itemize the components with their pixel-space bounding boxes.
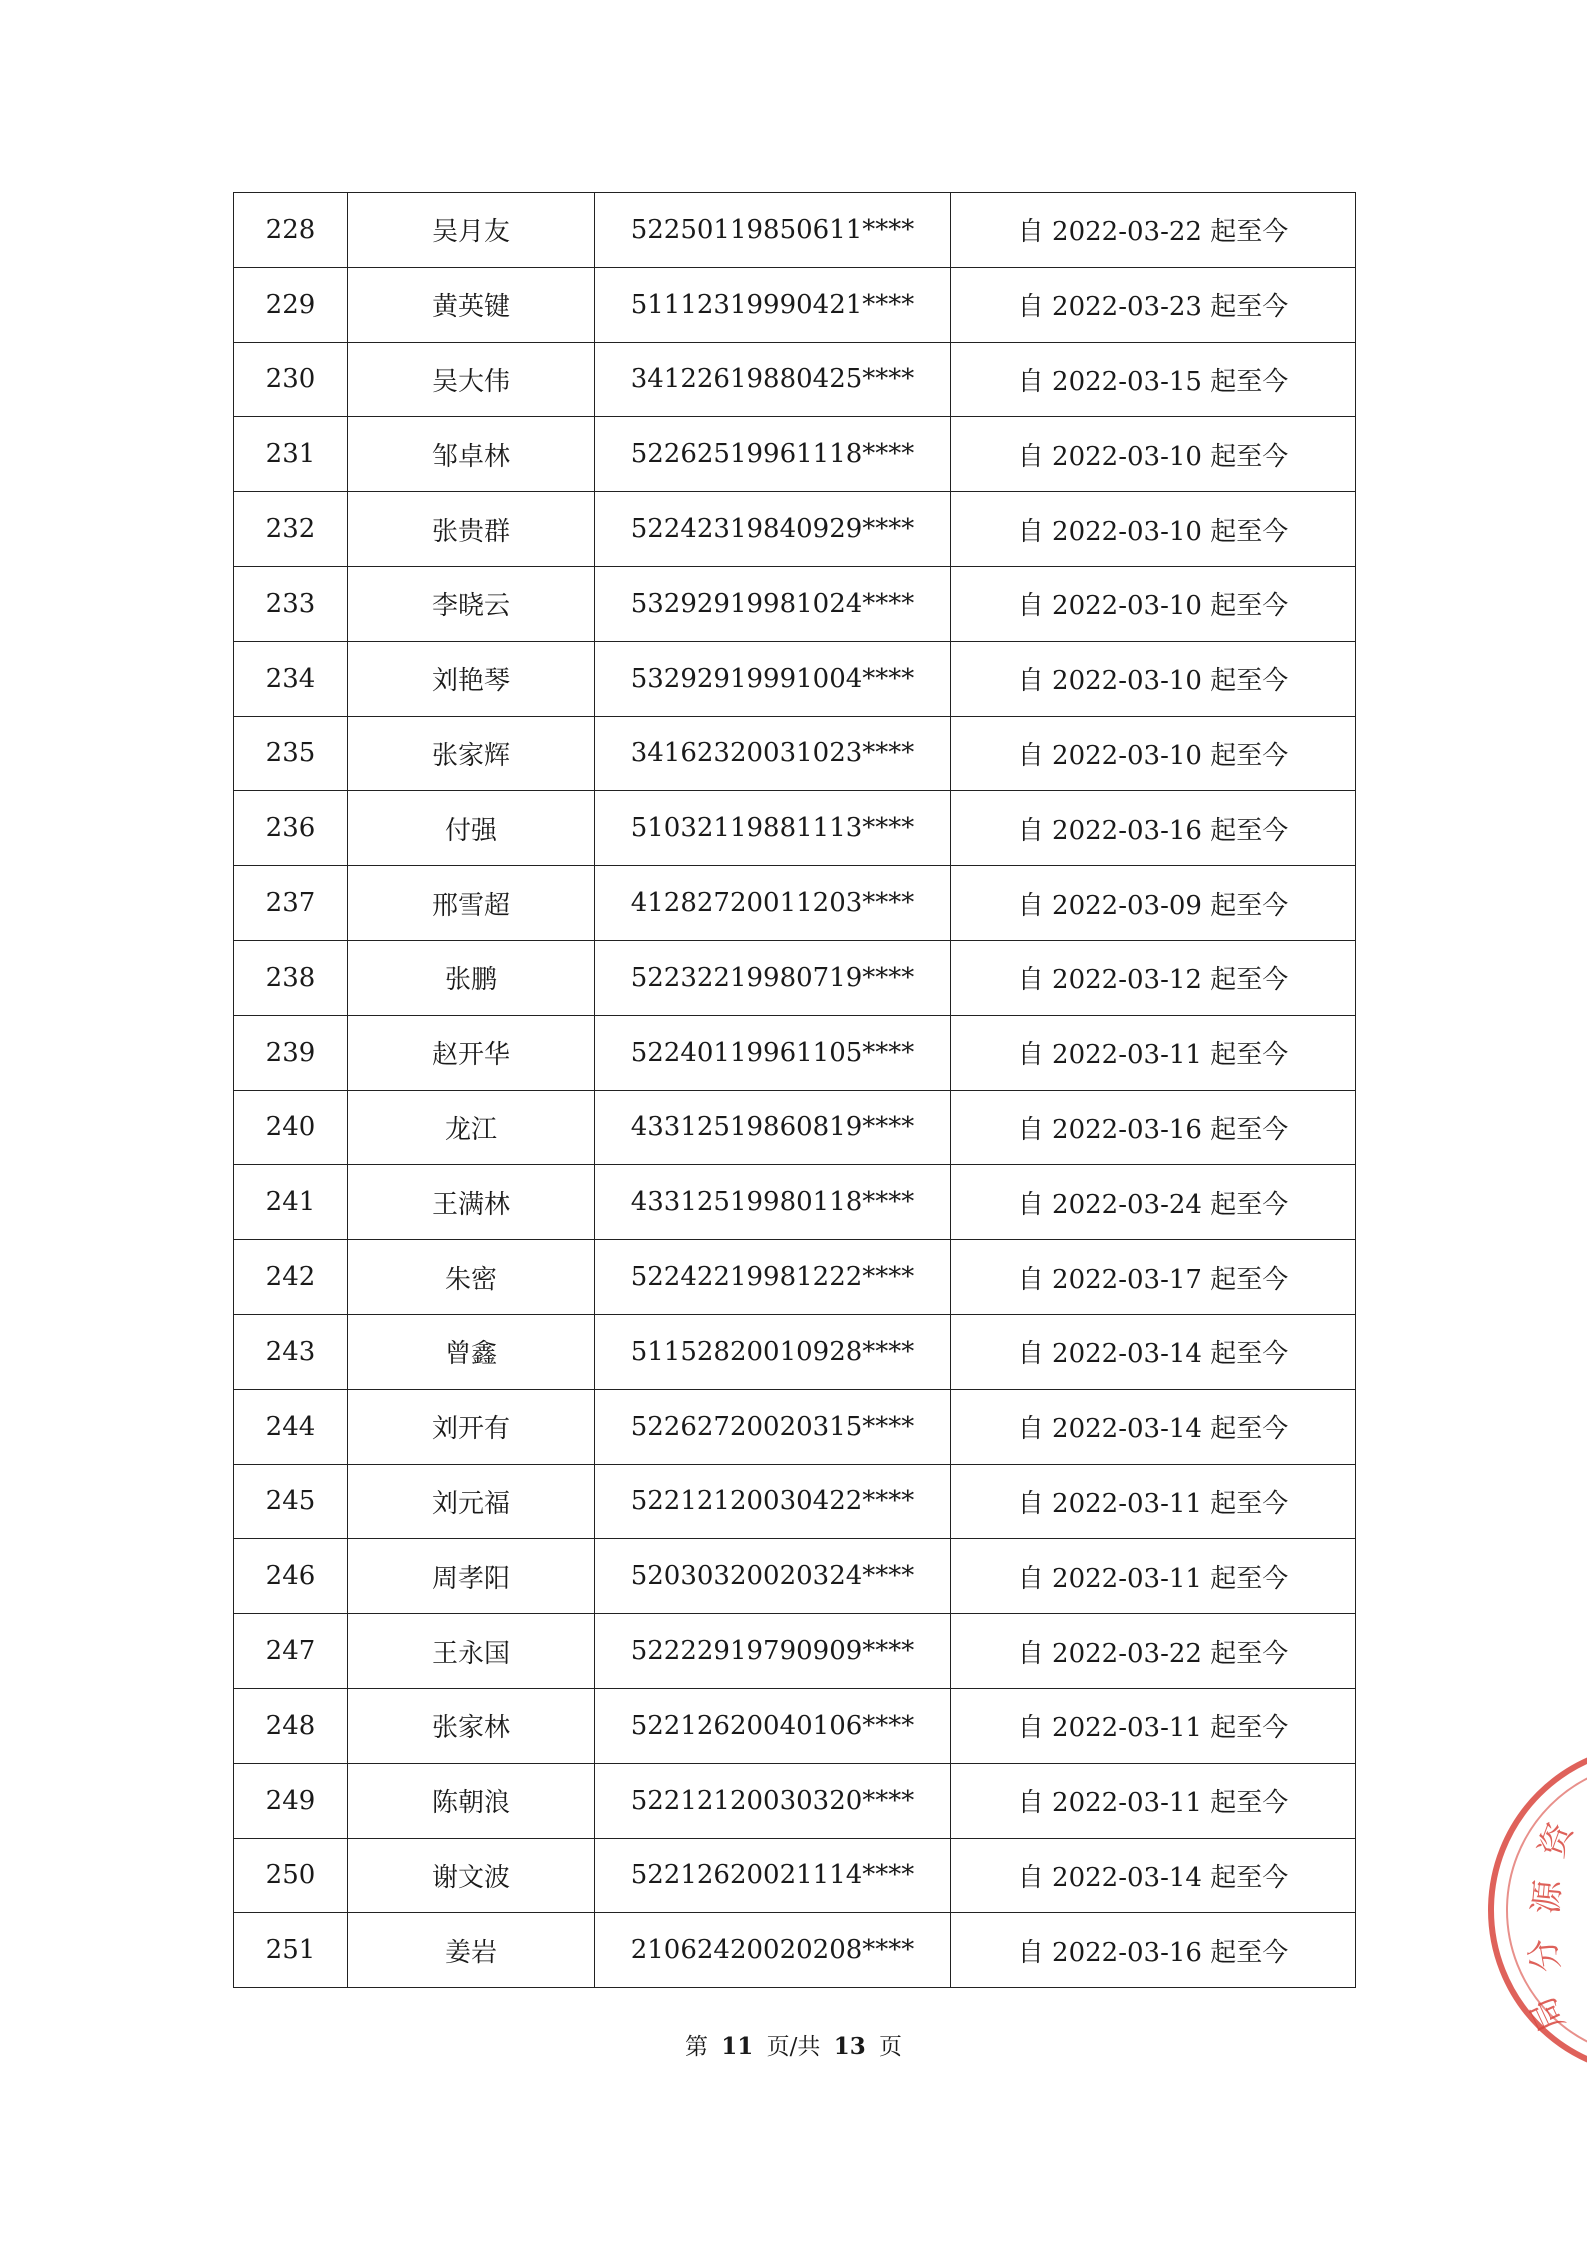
- footer-prefix: 第: [684, 2034, 708, 2060]
- name-cell: 张家辉: [348, 716, 595, 791]
- name-cell: 付强: [348, 791, 595, 866]
- table-row: [234, 1314, 1356, 1389]
- name-cell: 邹卓林: [348, 417, 595, 492]
- start-date-cell: 自 2022-03-10 起至今: [951, 641, 1356, 716]
- page-number-footer: [0, 2028, 1587, 2061]
- row-number-cell: 242: [234, 1240, 348, 1315]
- start-date-cell: 自 2022-03-09 起至今: [951, 866, 1356, 941]
- row-number-cell: 245: [234, 1464, 348, 1539]
- start-date-cell: 自 2022-03-12 起至今: [951, 940, 1356, 1015]
- current-page-number: 11: [721, 2033, 754, 2060]
- row-number-cell: 246: [234, 1539, 348, 1614]
- table-row: [234, 1614, 1356, 1689]
- start-date-cell: 自 2022-03-22 起至今: [951, 193, 1356, 268]
- official-seal-stamp: [1522, 1740, 1587, 2080]
- table-row: [234, 1539, 1356, 1614]
- svg-text:资: 资: [1531, 1817, 1582, 1864]
- table-row: [234, 417, 1356, 492]
- id-number-cell: 52212120030422****: [595, 1464, 951, 1539]
- row-number-cell: 231: [234, 417, 348, 492]
- start-date-cell: 自 2022-03-10 起至今: [951, 716, 1356, 791]
- row-number-cell: 234: [234, 641, 348, 716]
- table-row: [234, 1240, 1356, 1315]
- row-number-cell: 229: [234, 267, 348, 342]
- table-row: [234, 1090, 1356, 1165]
- id-number-cell: 51152820010928****: [595, 1314, 951, 1389]
- table-row: [234, 1763, 1356, 1838]
- id-number-cell: 52262720020315****: [595, 1389, 951, 1464]
- table-row: [234, 1015, 1356, 1090]
- table-row: [234, 1838, 1356, 1913]
- start-date-cell: 自 2022-03-10 起至今: [951, 492, 1356, 567]
- row-number-cell: 244: [234, 1389, 348, 1464]
- name-cell: 王永国: [348, 1614, 595, 1689]
- id-number-cell: 53292919991004****: [595, 641, 951, 716]
- name-cell: 赵开华: [348, 1015, 595, 1090]
- table-row: [234, 492, 1356, 567]
- name-cell: 谢文波: [348, 1838, 595, 1913]
- name-cell: 吴月友: [348, 193, 595, 268]
- name-cell: 陈朝浪: [348, 1763, 595, 1838]
- table-row: [234, 566, 1356, 641]
- id-number-cell: 43312519860819****: [595, 1090, 951, 1165]
- row-number-cell: 233: [234, 566, 348, 641]
- row-number-cell: 230: [234, 342, 348, 417]
- id-number-cell: 52222919790909****: [595, 1614, 951, 1689]
- svg-text:局: 局: [1522, 1990, 1574, 2039]
- id-number-cell: 34162320031023****: [595, 716, 951, 791]
- start-date-cell: 自 2022-03-16 起至今: [951, 1913, 1356, 1988]
- svg-text:分: 分: [1522, 1934, 1568, 1976]
- name-cell: 刘元福: [348, 1464, 595, 1539]
- name-cell: 张贵群: [348, 492, 595, 567]
- start-date-cell: 自 2022-03-11 起至今: [951, 1464, 1356, 1539]
- id-number-cell: 52250119850611****: [595, 193, 951, 268]
- start-date-cell: 自 2022-03-14 起至今: [951, 1314, 1356, 1389]
- row-number-cell: 247: [234, 1614, 348, 1689]
- row-number-cell: 232: [234, 492, 348, 567]
- start-date-cell: 自 2022-03-15 起至今: [951, 342, 1356, 417]
- name-cell: 刘开有: [348, 1389, 595, 1464]
- start-date-cell: 自 2022-03-16 起至今: [951, 1090, 1356, 1165]
- table-row: [234, 1165, 1356, 1240]
- start-date-cell: 自 2022-03-23 起至今: [951, 267, 1356, 342]
- table-row: [234, 1688, 1356, 1763]
- table-row: [234, 641, 1356, 716]
- id-number-cell: 52240119961105****: [595, 1015, 951, 1090]
- id-number-cell: 52242219981222****: [595, 1240, 951, 1315]
- name-cell: 周孝阳: [348, 1539, 595, 1614]
- row-number-cell: 250: [234, 1838, 348, 1913]
- table-row: [234, 791, 1356, 866]
- name-cell: 邢雪超: [348, 866, 595, 941]
- name-cell: 李晓云: [348, 566, 595, 641]
- row-number-cell: 249: [234, 1763, 348, 1838]
- name-cell: 张鹏: [348, 940, 595, 1015]
- row-number-cell: 239: [234, 1015, 348, 1090]
- start-date-cell: 自 2022-03-24 起至今: [951, 1165, 1356, 1240]
- id-number-cell: 41282720011203****: [595, 866, 951, 941]
- total-pages-number: 13: [833, 2033, 866, 2060]
- start-date-cell: 自 2022-03-16 起至今: [951, 791, 1356, 866]
- row-number-cell: 243: [234, 1314, 348, 1389]
- table-row: [234, 342, 1356, 417]
- row-number-cell: 238: [234, 940, 348, 1015]
- row-number-cell: 235: [234, 716, 348, 791]
- start-date-cell: 自 2022-03-11 起至今: [951, 1688, 1356, 1763]
- table-row: [234, 267, 1356, 342]
- id-number-cell: 52232219980719****: [595, 940, 951, 1015]
- id-number-cell: 34122619880425****: [595, 342, 951, 417]
- footer-middle: 页/共: [766, 2034, 821, 2060]
- table-row: [234, 716, 1356, 791]
- row-number-cell: 251: [234, 1913, 348, 1988]
- id-number-cell: 51112319990421****: [595, 267, 951, 342]
- start-date-cell: 自 2022-03-17 起至今: [951, 1240, 1356, 1315]
- start-date-cell: 自 2022-03-14 起至今: [951, 1838, 1356, 1913]
- name-cell: 姜岩: [348, 1913, 595, 1988]
- id-number-cell: 21062420020208****: [595, 1913, 951, 1988]
- row-number-cell: 228: [234, 193, 348, 268]
- svg-text:源: 源: [1526, 1878, 1569, 1916]
- table-row: [234, 1464, 1356, 1539]
- name-cell: 张家林: [348, 1688, 595, 1763]
- name-cell: 龙江: [348, 1090, 595, 1165]
- start-date-cell: 自 2022-03-11 起至今: [951, 1763, 1356, 1838]
- row-number-cell: 237: [234, 866, 348, 941]
- roster-table: [233, 192, 1356, 1988]
- id-number-cell: 52242319840929****: [595, 492, 951, 567]
- start-date-cell: 自 2022-03-10 起至今: [951, 417, 1356, 492]
- start-date-cell: 自 2022-03-22 起至今: [951, 1614, 1356, 1689]
- name-cell: 曾鑫: [348, 1314, 595, 1389]
- id-number-cell: 52212620040106****: [595, 1688, 951, 1763]
- id-number-cell: 51032119881113****: [595, 791, 951, 866]
- roster-table-body: [234, 193, 1356, 1988]
- name-cell: 刘艳琴: [348, 641, 595, 716]
- table-row: [234, 1389, 1356, 1464]
- name-cell: 王满林: [348, 1165, 595, 1240]
- start-date-cell: 自 2022-03-14 起至今: [951, 1389, 1356, 1464]
- name-cell: 朱密: [348, 1240, 595, 1315]
- id-number-cell: 52262519961118****: [595, 417, 951, 492]
- id-number-cell: 52212620021114****: [595, 1838, 951, 1913]
- row-number-cell: 240: [234, 1090, 348, 1165]
- id-number-cell: 53292919981024****: [595, 566, 951, 641]
- table-row: [234, 866, 1356, 941]
- row-number-cell: 241: [234, 1165, 348, 1240]
- name-cell: 黄英键: [348, 267, 595, 342]
- id-number-cell: 52030320020324****: [595, 1539, 951, 1614]
- table-row: [234, 1913, 1356, 1988]
- table-row: [234, 940, 1356, 1015]
- table-row: [234, 193, 1356, 268]
- start-date-cell: 自 2022-03-11 起至今: [951, 1539, 1356, 1614]
- row-number-cell: 248: [234, 1688, 348, 1763]
- name-cell: 吴大伟: [348, 342, 595, 417]
- row-number-cell: 236: [234, 791, 348, 866]
- seal-icon: [1522, 1740, 1587, 2080]
- start-date-cell: 自 2022-03-11 起至今: [951, 1015, 1356, 1090]
- footer-suffix: 页: [879, 2034, 903, 2060]
- id-number-cell: 43312519980118****: [595, 1165, 951, 1240]
- start-date-cell: 自 2022-03-10 起至今: [951, 566, 1356, 641]
- id-number-cell: 52212120030320****: [595, 1763, 951, 1838]
